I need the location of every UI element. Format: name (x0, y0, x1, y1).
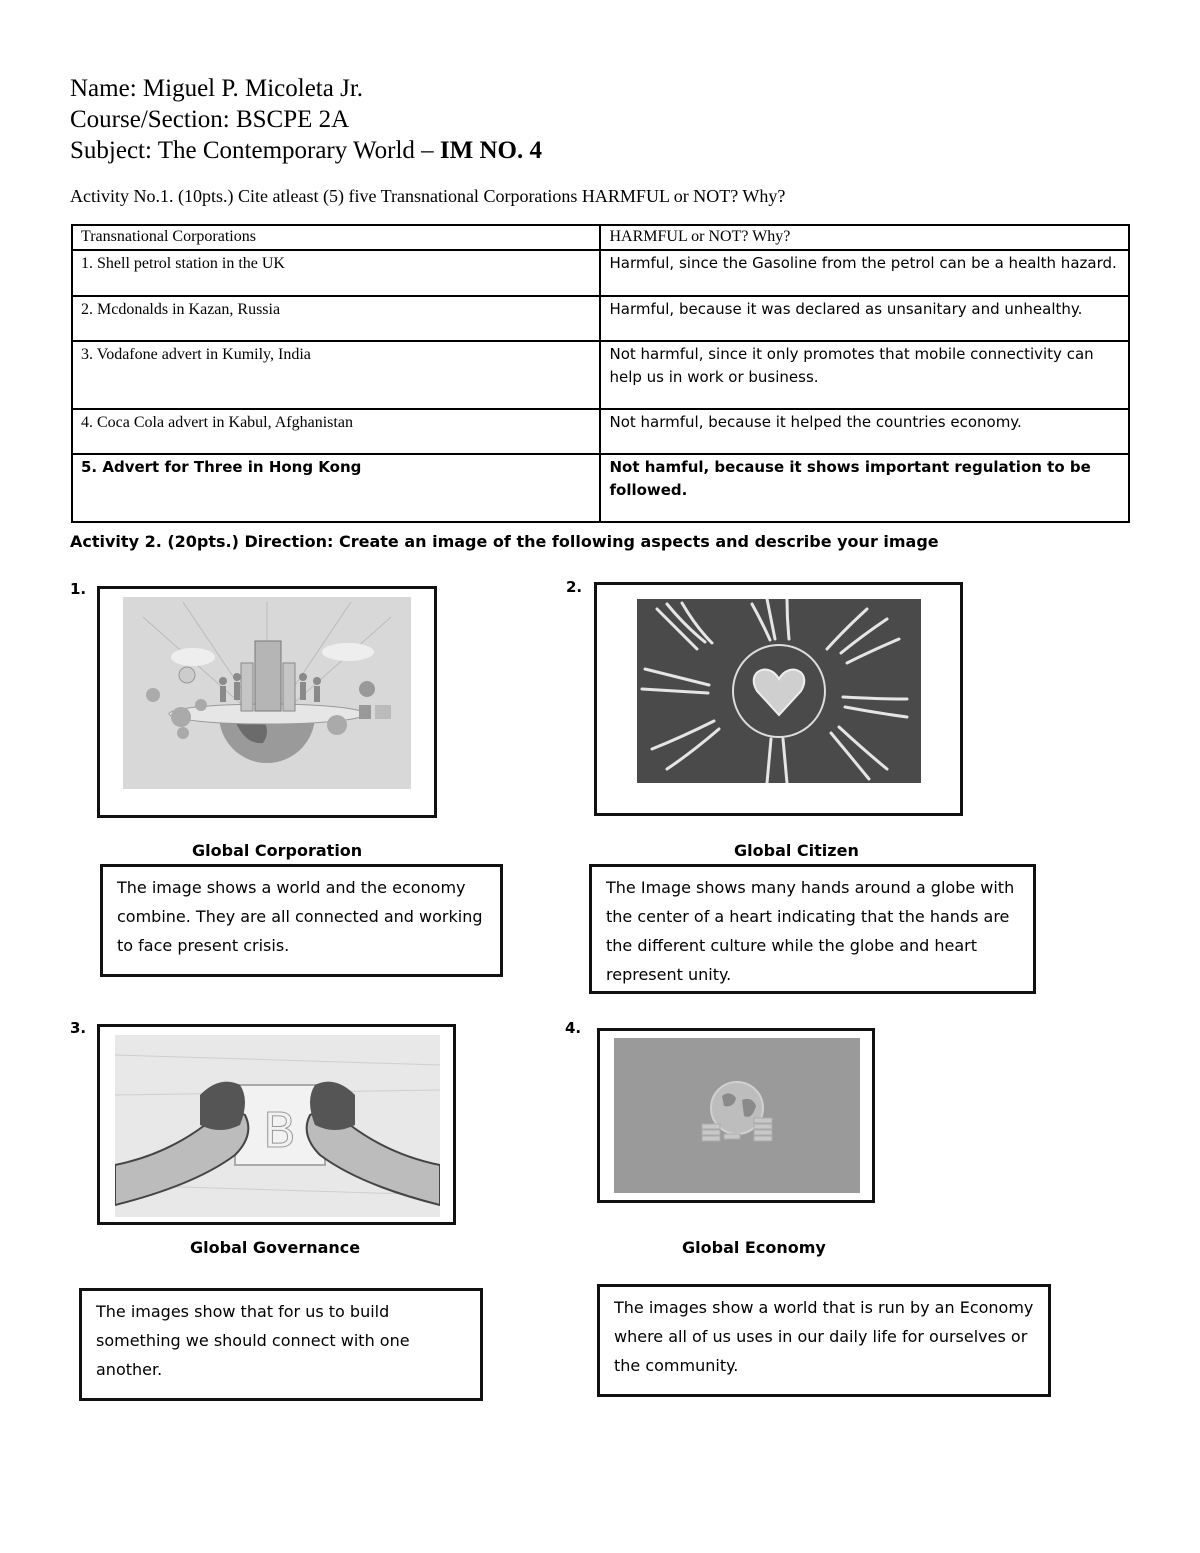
image-frame-global-citizen (594, 582, 963, 816)
description-global-governance: The images show that for us to build something we should connect with one another. (79, 1288, 483, 1401)
verdict-cell: Not hamful, because it shows important regulation to be followed. (600, 454, 1129, 522)
verdict-cell: Harmful, because it was declared as unsanitary and unhealthy. (600, 296, 1129, 341)
item-number: 2. (566, 578, 583, 596)
activity1-prompt: Activity No.1. (10pts.) Cite atleast (5) five Transnational Corporations HARMFUL or NOT? Why? (70, 186, 786, 206)
item-number: 3. (70, 1019, 87, 1037)
image-frame-global-corporation (97, 586, 437, 818)
verdict-cell: Harmful, since the Gasoline from the petrol can be a health hazard. (600, 250, 1129, 296)
table-row (72, 409, 1129, 454)
description-global-economy: The images show a world that is run by an Economy where all of us uses in our daily life for ourselves or the community. (597, 1284, 1051, 1397)
global-economy-image (614, 1038, 860, 1193)
subject-text: Subject: The Contemporary World – (70, 137, 440, 164)
table-row (72, 296, 1129, 341)
item-number: 1. (70, 580, 87, 598)
global-governance-image (115, 1035, 440, 1217)
caption-global-citizen: Global Citizen (734, 841, 859, 860)
verdict-cell: Not harmful, because it helped the countries economy. (600, 409, 1129, 454)
corp-cell: 1. Shell petrol station in the UK (72, 250, 600, 296)
col-header-harmful: HARMFUL or NOT? Why? (600, 225, 1129, 250)
image-frame-global-governance (97, 1024, 456, 1225)
col-header-corporations: Transnational Corporations (72, 225, 600, 250)
corp-cell: 5. Advert for Three in Hong Kong (72, 454, 600, 522)
corporations-table (71, 224, 1130, 523)
corp-cell: 2. Mcdonalds in Kazan, Russia (72, 296, 600, 341)
verdict-cell: Not harmful, since it only promotes that mobile connectivity can help us in work or business. (600, 341, 1129, 409)
student-name: Name: Miguel P. Micoleta Jr. (70, 75, 364, 102)
description-global-corporation: The image shows a world and the economy combine. They are all connected and working to face present crisis. (100, 864, 503, 977)
corp-cell: 4. Coca Cola advert in Kabul, Afghanistan (72, 409, 600, 454)
image-frame-global-economy (597, 1028, 875, 1203)
caption-global-economy: Global Economy (682, 1238, 826, 1257)
table-row (72, 454, 1129, 522)
corp-cell: 3. Vodafone advert in Kumily, India (72, 341, 600, 409)
item-number: 4. (565, 1019, 582, 1037)
table-row (72, 341, 1129, 409)
caption-global-corporation: Global Corporation (192, 841, 363, 860)
table-header-row (72, 225, 1129, 250)
im-number: IM NO. 4 (439, 137, 542, 164)
global-citizen-image (637, 599, 921, 783)
activity2-prompt: Activity 2. (20pts.) Direction: Create an image of the following aspects and describe your image (70, 532, 939, 551)
course-section: Course/Section: BSCPE 2A (70, 106, 350, 133)
svg-text:B: B (263, 1103, 296, 1159)
description-global-citizen: The Image shows many hands around a globe with the center of a heart indicating that the hands are the different culture while the globe and heart represent unity. (589, 864, 1036, 994)
global-corporation-image (123, 597, 411, 789)
caption-global-governance: Global Governance (190, 1238, 361, 1257)
table-row (72, 250, 1129, 296)
subject-line (70, 136, 542, 166)
